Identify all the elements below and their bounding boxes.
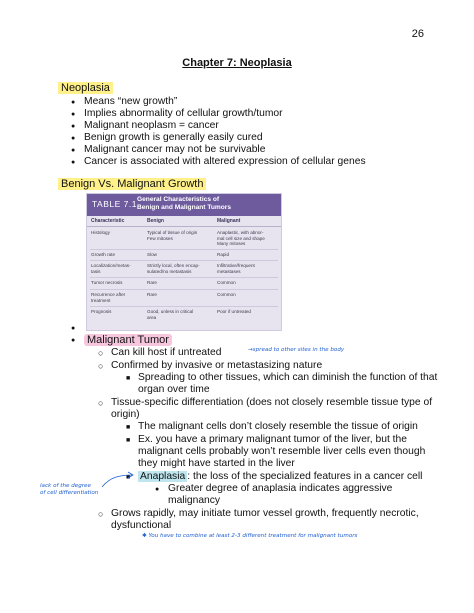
list-item: ○ Tissue-specific differentiation (does not closely resemble tissue type of xyxy=(111,397,432,410)
table-cell: Strictly local, often encap- sulated/no metastasis xyxy=(147,263,200,274)
annotation-arrow-icon xyxy=(100,471,136,489)
table-column-headers xyxy=(87,216,281,227)
list-item: ● Greater degree of anaplasia indicates aggressive xyxy=(168,483,392,496)
table-title: General Characteristics of Benign and Malignant Tumors xyxy=(137,196,232,211)
table-7-1-image xyxy=(86,193,282,331)
list-item: ○ Can kill host if untreated xyxy=(111,347,221,360)
list-item: ● Benign growth is generally easily cured xyxy=(84,132,263,145)
malignant-tumor-heading: Malignant Tumor xyxy=(84,334,172,346)
list-item-continuation: they might have started in the liver xyxy=(138,458,295,469)
table-cell: Common xyxy=(217,280,236,285)
column-header: Benign xyxy=(147,218,164,224)
table-cell: Tumor necrosis xyxy=(91,280,123,285)
list-item: ● Malignant neoplasm = cancer xyxy=(84,120,219,133)
table-cell: Histology xyxy=(91,230,110,235)
list-item: ○ Confirmed by invasive or metastasizing nature xyxy=(111,360,322,373)
table-cell: Common xyxy=(217,292,236,297)
list-item: ● Implies abnormality of cellular growth/tumor xyxy=(84,108,283,121)
list-item-continuation: dysfunctional xyxy=(111,520,172,531)
table-cell: Rapid xyxy=(217,252,230,257)
table-cell: Infiltrative/frequent metastases xyxy=(217,263,255,274)
annotation-spread: →spread to other sites in the body xyxy=(248,347,345,353)
column-header: Characteristic xyxy=(91,218,125,224)
table-number: TABLE 7.1 xyxy=(92,199,137,209)
table-cell: Slow xyxy=(147,252,157,257)
table-cell: Localization/metas- tasis xyxy=(91,263,131,274)
list-item-continuation: malignant cells probably won’t resemble liver cells even though xyxy=(138,446,426,457)
list-item: ○ Grows rapidly, may initiate tumor vessel growth, frequently necrotic, xyxy=(111,508,419,521)
list-item: ■ Ex. you have a primary malignant tumor of the liver, but the xyxy=(138,434,407,447)
list-item: ● Cancer is associated with altered expression of cellular genes xyxy=(84,156,366,169)
table-cell: Rare xyxy=(147,280,157,285)
annotation-combine-treatment: ✱ You have to combine at least 2-3 different treatment for malignant tumors xyxy=(142,533,358,539)
table-cell: Anaplastic, with abnor- mal cell size and shape Many mitoses xyxy=(217,230,265,247)
table-cell: Recurrence after treatment xyxy=(91,292,126,303)
column-header: Malignant xyxy=(217,218,241,224)
list-item-malignant-tumor xyxy=(84,334,172,348)
list-item: ■ Spreading to other tissues, which can diminish the function of that xyxy=(138,372,437,385)
table-cell: Good, unless in critical area xyxy=(147,309,194,320)
list-item: ● Means “new growth” xyxy=(84,96,177,109)
table-cell: Typical of tissue of origin Few mitoses xyxy=(147,230,198,241)
benign-vs-malignant-heading-text: Benign Vs. Malignant Growth xyxy=(58,178,206,190)
list-item: ■ The malignant cells don’t closely resemble the tissue of origin xyxy=(138,421,418,434)
neoplasia-heading-text: Neoplasia xyxy=(58,82,113,94)
list-item-continuation: origin) xyxy=(111,409,140,420)
list-item-anaplasia: ■ Anaplasia : the loss of the specialized features in a cancer cell xyxy=(138,471,422,484)
anaplasia-term: Anaplasia xyxy=(140,471,186,482)
annotation-lack-line2: of cell differentiation xyxy=(40,490,99,496)
list-item: ● Malignant cancer may not be survivable xyxy=(84,144,265,157)
table-header-band xyxy=(87,194,281,216)
annotation-lack-line1: lack of the degree xyxy=(40,483,91,489)
list-item-continuation: organ over time xyxy=(138,384,210,395)
table-cell: Poor if untreated xyxy=(217,309,251,314)
section-heading-benign-vs-malignant xyxy=(58,178,206,190)
table-cell: Growth rate xyxy=(91,252,115,257)
table-cell: Rare xyxy=(147,292,157,297)
list-item-continuation: malignancy xyxy=(168,495,221,506)
page-number: 26 xyxy=(411,28,424,40)
chapter-title: Chapter 7: Neoplasia xyxy=(182,57,292,69)
section-heading-neoplasia xyxy=(58,82,113,94)
table-cell: Prognosis xyxy=(91,309,112,314)
